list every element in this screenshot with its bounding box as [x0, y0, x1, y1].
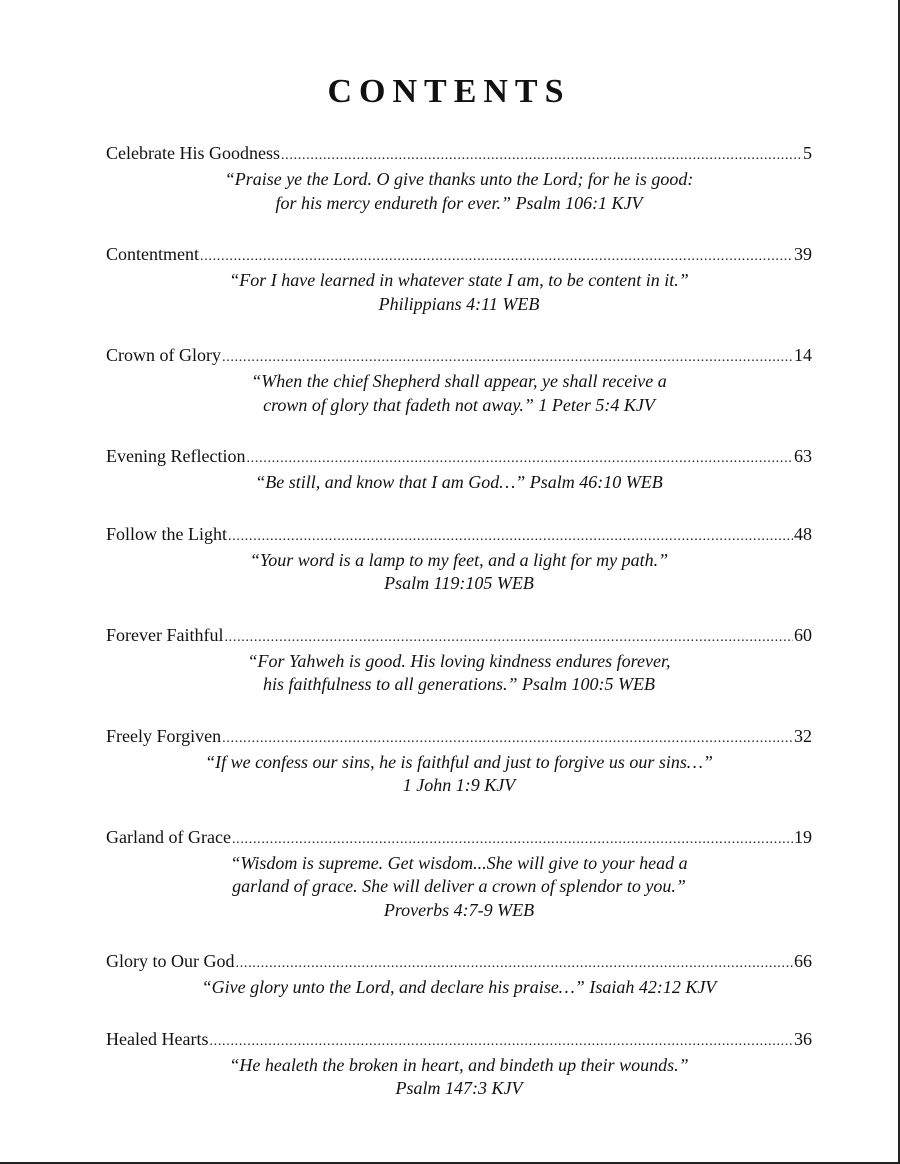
toc-entry-line[interactable] [106, 141, 812, 168]
toc-entry-title: Crown of Glory [106, 345, 221, 365]
dot-leader [236, 952, 794, 976]
toc-entry [106, 343, 812, 417]
toc-entry-line[interactable] [106, 825, 812, 852]
toc-entry [106, 825, 812, 923]
toc-entry-title: Freely Forgiven [106, 725, 222, 746]
table-of-contents [106, 141, 812, 1128]
toc-entry-title: Celebrate His Goodness [106, 143, 280, 163]
scripture-quote-line: “For I have learned in whatever state I am, to be content in it.” [229, 270, 689, 290]
toc-entry-scripture-quote [106, 168, 812, 215]
toc-entry-title: Glory to Our God [106, 951, 235, 971]
dot-leader [222, 346, 793, 370]
scripture-quote-line: “He healeth the broken in heart, and bindeth up their wounds.” [229, 1054, 689, 1075]
toc-entry [106, 949, 812, 1000]
dot-leader [281, 144, 802, 168]
toc-entry-page-number: 32 [794, 725, 812, 746]
toc-entry-scripture-quote [106, 852, 812, 923]
toc-entry-title: Follow the Light [106, 523, 227, 544]
toc-entry-line[interactable] [106, 444, 812, 471]
toc-entry-page-number: 5 [803, 143, 812, 163]
toc-entry-line[interactable] [106, 522, 812, 549]
toc-entry-scripture-quote [106, 976, 812, 1000]
scripture-quote-line: Psalm 147:3 KJV [395, 1078, 523, 1098]
scripture-quote-line: “For Yahweh is good. His loving kindness endures forever, [247, 650, 671, 671]
toc-entry [106, 724, 812, 798]
toc-entry-line[interactable] [106, 724, 812, 751]
scripture-quote-line: for his mercy endureth for ever.” Psalm 106:1 KJV [275, 192, 643, 213]
scripture-quote-line: “If we confess our sins, he is faithful and just to forgive us our sins…” [205, 751, 713, 772]
toc-entry [106, 522, 812, 596]
toc-entry-page-number: 39 [794, 244, 812, 264]
scripture-quote-line: crown of glory that fadeth not away.” 1 Peter 5:4 KJV [263, 394, 655, 415]
scripture-quote-line: his faithfulness to all generations.” Psalm 100:5 WEB [263, 674, 655, 694]
toc-entry-page-number: 19 [794, 826, 812, 847]
toc-entry-line[interactable] [106, 949, 812, 976]
toc-entry-page-number: 48 [794, 523, 812, 544]
scripture-quote-line: “Wisdom is supreme. Get wisdom...She will give to your head a [230, 852, 688, 873]
dot-leader [200, 245, 793, 269]
scripture-quote-line: Proverbs 4:7-9 WEB [383, 899, 535, 920]
scripture-quote-line: Philippians 4:11 WEB [378, 293, 540, 314]
toc-entry [106, 623, 812, 697]
dot-leader [232, 828, 793, 852]
toc-entry-page-number: 14 [794, 345, 812, 365]
toc-entry-scripture-quote [106, 471, 812, 495]
scripture-quote-line: Psalm 119:105 WEB [384, 573, 534, 593]
toc-entry-title: Garland of Grace [106, 826, 231, 847]
toc-entry-page-number: 66 [794, 951, 812, 971]
scripture-quote-line: 1 John 1:9 KJV [402, 775, 516, 795]
toc-entry-scripture-quote [106, 549, 812, 596]
toc-entry-title: Healed Hearts [106, 1028, 209, 1049]
dot-leader [246, 447, 793, 471]
toc-entry-scripture-quote [106, 269, 812, 316]
dot-leader [209, 1030, 793, 1054]
dot-leader [224, 626, 793, 650]
toc-entry-line[interactable] [106, 623, 812, 650]
toc-entry [106, 444, 812, 495]
toc-entry-scripture-quote [106, 751, 812, 798]
dot-leader [228, 525, 793, 549]
dot-leader [222, 727, 793, 751]
scripture-quote-line: “Give glory unto the Lord, and declare his praise…” Isaiah 42:12 KJV [201, 977, 717, 997]
toc-entry-page-number: 63 [794, 446, 812, 466]
toc-entry [106, 242, 812, 316]
toc-entry-page-number: 36 [794, 1028, 812, 1049]
page-title: CONTENTS [327, 73, 571, 110]
toc-entry-title: Evening Reflection [106, 446, 246, 466]
toc-entry-line[interactable] [106, 343, 812, 370]
scripture-quote-line: “When the chief Shepherd shall appear, ye shall receive a [251, 371, 667, 391]
toc-entry [106, 141, 812, 215]
toc-entry-scripture-quote [106, 650, 812, 697]
toc-entry-line[interactable] [106, 1027, 812, 1054]
toc-entry-scripture-quote [106, 370, 812, 417]
toc-entry-line[interactable] [106, 242, 812, 269]
scripture-quote-line: “Your word is a lamp to my feet, and a light for my path.” [249, 549, 669, 570]
scripture-quote-line: “Praise ye the Lord. O give thanks unto the Lord; for he is good: [224, 169, 694, 189]
toc-entry-title: Contentment [106, 244, 199, 264]
toc-entry-title: Forever Faithful [106, 624, 224, 645]
scripture-quote-line: “Be still, and know that I am God…” Psalm 46:10 WEB [255, 472, 663, 492]
toc-entry-scripture-quote [106, 1054, 812, 1101]
toc-entry [106, 1027, 812, 1101]
scripture-quote-line: garland of grace. She will deliver a crown of splendor to you.” [232, 876, 686, 896]
toc-entry-page-number: 60 [794, 624, 812, 645]
